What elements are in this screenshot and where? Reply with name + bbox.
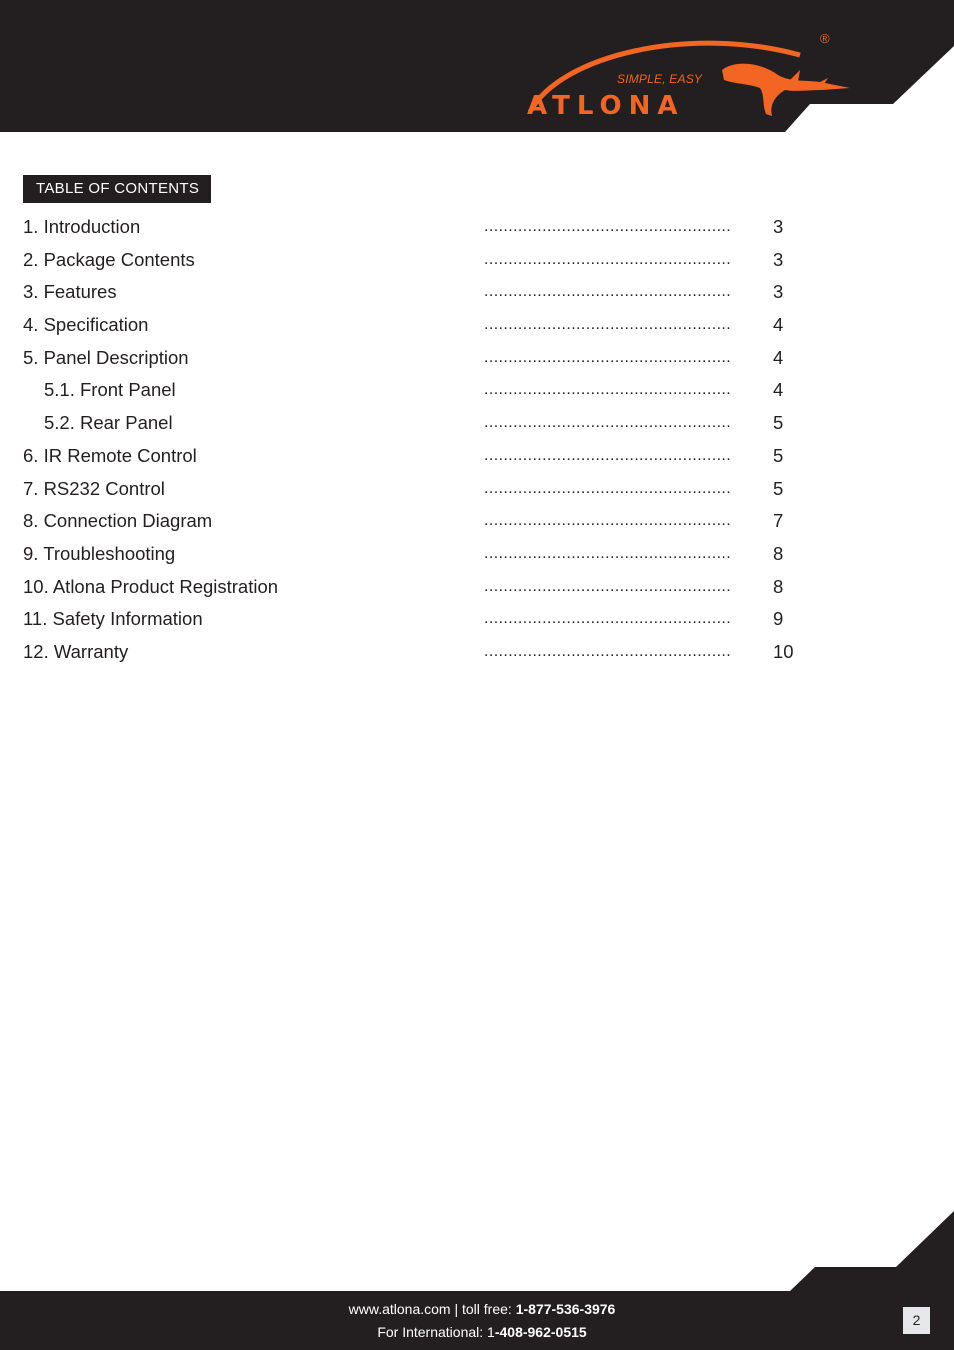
footer-contact (0, 1301, 954, 1317)
toc-item-troubleshooting[interactable] (0, 537, 954, 570)
toc-item-label: 11. Safety Information (23, 608, 203, 630)
toc-leader: ................................................... (484, 250, 732, 268)
toc-leader: ................................................... (484, 610, 732, 628)
toc-leader: ................................................... (484, 381, 732, 399)
toc-item-label: 5.2. Rear Panel (44, 412, 173, 434)
toc-item-page: 4 (773, 379, 784, 401)
toc-item-label: 9. Troubleshooting (23, 542, 176, 564)
toc-item-product-registration[interactable] (0, 570, 954, 603)
registered-mark: ® (820, 31, 830, 46)
toc-item-introduction[interactable] (0, 210, 954, 243)
toc-leader: ................................................... (484, 283, 732, 301)
toc-item-page: 4 (773, 314, 784, 336)
toc-item-label: 3. Features (23, 281, 117, 303)
toc-item-specification[interactable] (0, 308, 954, 341)
toc-item-warranty[interactable] (0, 635, 954, 668)
toc-leader: ................................................... (484, 218, 732, 235)
toll-free-label: | toll free: (450, 1301, 516, 1317)
toc-item-rear-panel[interactable] (0, 406, 954, 439)
toc-item-label: 5.1. Front Panel (44, 379, 176, 401)
page-footer (0, 1205, 954, 1350)
toc-item-label: 2. Package Contents (23, 248, 195, 270)
toc-item-page: 5 (773, 412, 784, 434)
toc-item-rs232-control[interactable] (0, 472, 954, 505)
toc-item-connection-diagram[interactable] (0, 504, 954, 537)
toc-item-page: 10 (773, 640, 794, 662)
toc-item-label: 12. Warranty (23, 640, 129, 662)
toc-leader: ................................................... (484, 414, 732, 432)
toc-item-page: 5 (773, 444, 784, 466)
toc-item-label: 1. Introduction (23, 216, 141, 237)
toc-item-page: 8 (773, 575, 784, 597)
logo-tagline: SIMPLE, EASY (617, 72, 703, 86)
toc-item-label: 7. RS232 Control (23, 477, 165, 499)
toc-item-label: 10. Atlona Product Registration (23, 575, 279, 597)
toc-item-safety-information[interactable] (0, 602, 954, 635)
toc-item-label: 4. Specification (23, 314, 149, 336)
website-link[interactable]: www.atlona.com (348, 1301, 451, 1317)
toc-item-page: 8 (773, 542, 784, 564)
toc-leader: ................................................... (484, 642, 732, 660)
toc-item-label: 6. IR Remote Control (23, 444, 197, 466)
page-number: 2 (903, 1307, 930, 1334)
toc-item-page: 9 (773, 608, 784, 630)
intl-number: -408-962-0515 (494, 1324, 587, 1340)
toc-leader: ................................................... (484, 348, 732, 366)
toc-item-front-panel[interactable] (0, 373, 954, 406)
toc-item-features[interactable] (0, 275, 954, 308)
toc-item-ir-remote-control[interactable] (0, 439, 954, 472)
toc-item-page: 3 (773, 216, 784, 237)
toc-heading: TABLE OF CONTENTS (23, 175, 211, 203)
logo-wordmark: ATLONA (527, 91, 685, 121)
toc-leader: ................................................... (484, 512, 732, 530)
toc-leader: ................................................... (484, 544, 732, 562)
toc-leader: ................................................... (484, 446, 732, 464)
toc-item-page: 3 (773, 281, 784, 303)
toc-item-panel-description[interactable] (0, 341, 954, 374)
header-band (0, 0, 954, 132)
toc-leader: ................................................... (484, 479, 732, 497)
toc-item-page: 5 (773, 477, 784, 499)
toc-list (0, 210, 954, 668)
toc-leader: ................................................... (484, 577, 732, 595)
toc-item-page: 3 (773, 248, 784, 270)
toc-item-page: 4 (773, 346, 784, 368)
page-header (0, 0, 954, 132)
toc-item-package-contents[interactable] (0, 243, 954, 276)
intl-label: For International: 1 (377, 1324, 495, 1340)
toc-item-label: 5. Panel Description (23, 346, 189, 368)
toc-item-label: 8. Connection Diagram (23, 510, 213, 532)
toc-leader: ................................................... (484, 316, 732, 334)
footer-international (0, 1324, 954, 1340)
toll-free-number: 1-877-536-3976 (515, 1301, 616, 1317)
toc-item-page: 7 (773, 510, 784, 532)
